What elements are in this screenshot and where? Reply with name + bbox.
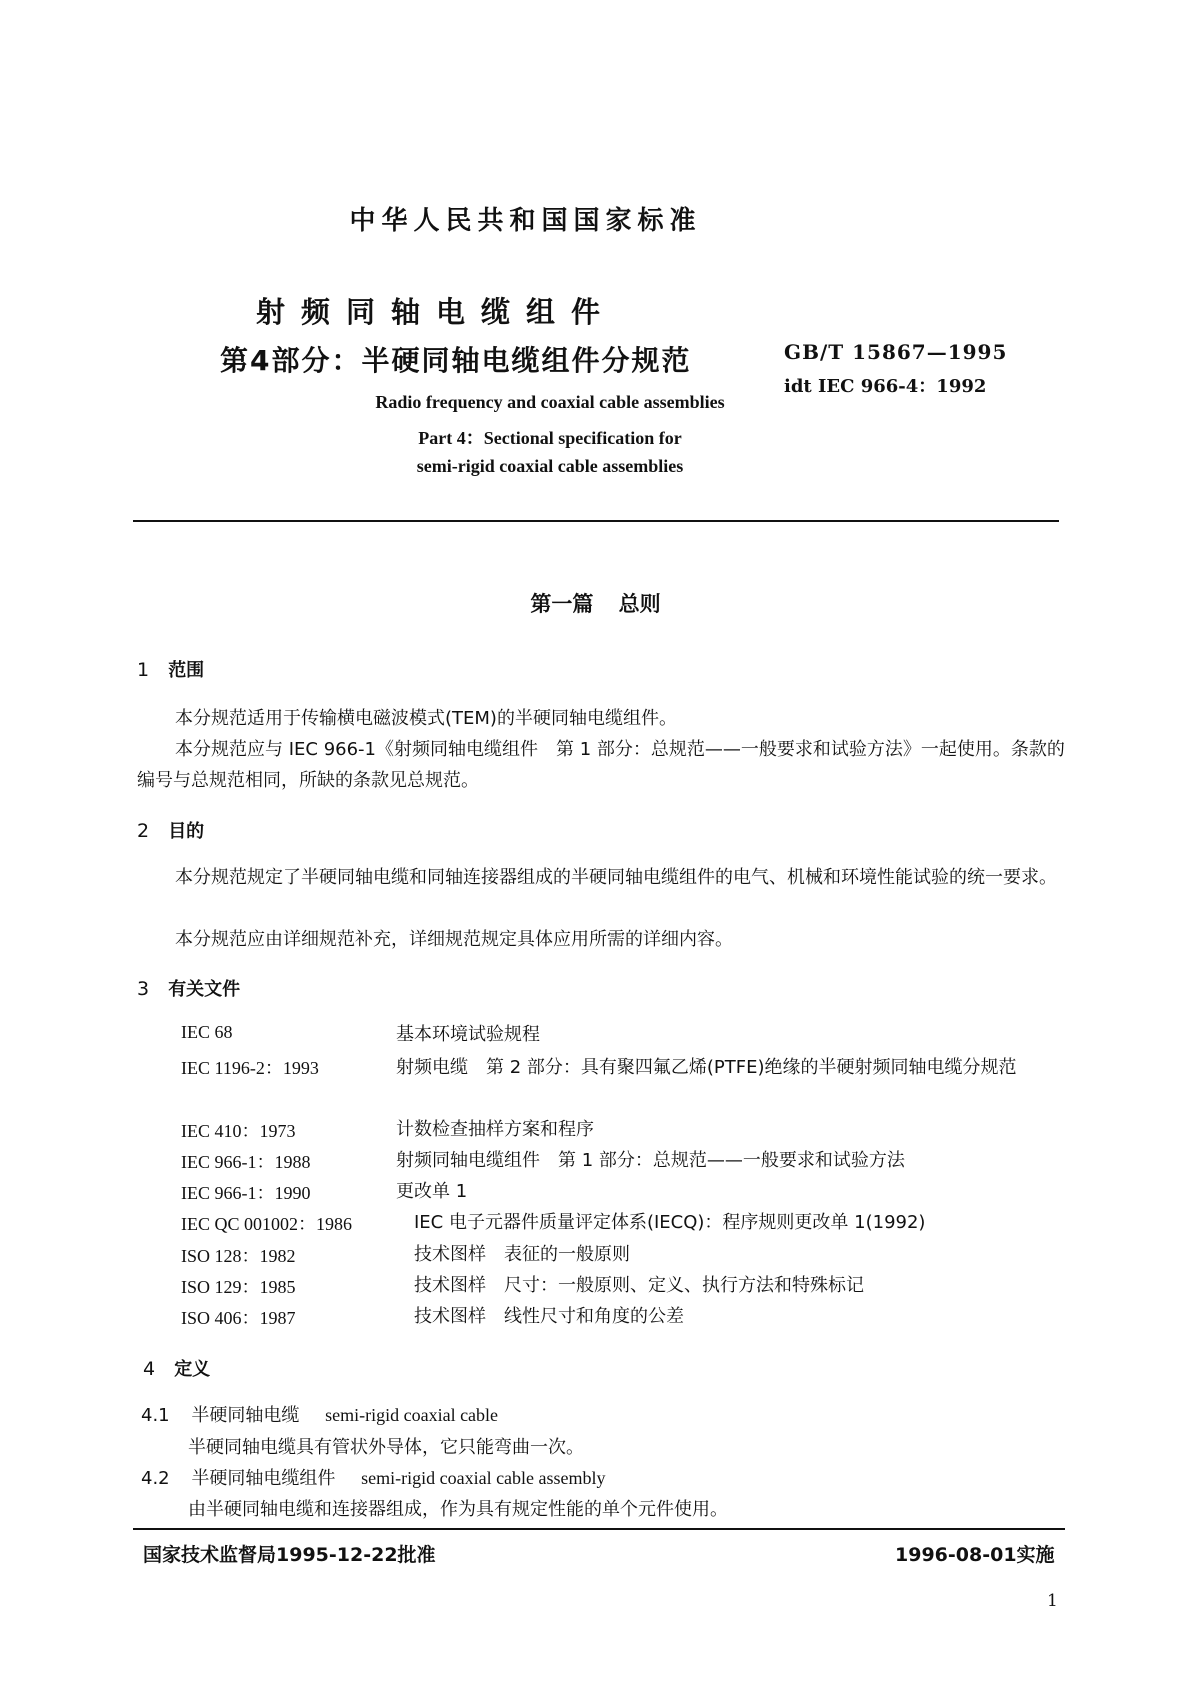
approval-line: 国家技术监督局1995-12-22批准 xyxy=(143,1544,436,1566)
reference-title: 技术图样 线性尺寸和角度的公差 xyxy=(414,1306,684,1327)
section-number: 4 xyxy=(143,1358,156,1380)
reference-code: IEC 966-1：1990 xyxy=(181,1183,311,1203)
section-1-heading xyxy=(137,656,204,682)
idt-reference: idt IEC 966-4：1992 xyxy=(784,376,987,397)
effective-date: 1996-08-01实施 xyxy=(895,1544,1055,1566)
reference-title: 更改单 1 xyxy=(396,1181,468,1202)
section-2-paragraph-1: 本分规范规定了半硬同轴电缆和同轴连接器组成的半硬同轴电缆组件的电气、机械和环境性能试验的统一要求。 xyxy=(175,867,1057,888)
reference-code: IEC QC 001002：1986 xyxy=(181,1214,352,1234)
section-number: 1 xyxy=(137,659,150,681)
reference-code: IEC 1196-2：1993 xyxy=(181,1058,319,1078)
definition-number: 4.1 xyxy=(141,1405,170,1426)
section-4-heading xyxy=(143,1355,210,1381)
section-2-paragraph-2: 本分规范应由详细规范补充，详细规范规定具体应用所需的详细内容。 xyxy=(175,929,733,950)
reference-title: 射频电缆 第 2 部分：具有聚四氟乙烯(PTFE)绝缘的半硬射频同轴电缆分规范 xyxy=(396,1057,1017,1078)
reference-title: 技术图样 表征的一般原则 xyxy=(414,1244,630,1265)
section-title: 定义 xyxy=(174,1359,211,1380)
page-number: 1 xyxy=(1047,1591,1058,1611)
document-title-en-line3: semi-rigid coaxial cable assemblies xyxy=(416,456,684,476)
definition-term-en: semi-rigid coaxial cable xyxy=(325,1405,499,1425)
section-1-paragraph-1: 本分规范适用于传输横电磁波模式(TEM)的半硬同轴电缆组件。 xyxy=(175,708,677,729)
section-2-heading xyxy=(137,817,204,843)
definition-4-2-text: 由半硬同轴电缆和连接器组成，作为具有规定性能的单个元件使用。 xyxy=(188,1499,728,1520)
reference-code: IEC 966-1：1988 xyxy=(181,1152,311,1172)
section-3-heading xyxy=(137,975,240,1001)
reference-title: 射频同轴电缆组件 第 1 部分：总规范——一般要求和试验方法 xyxy=(396,1150,905,1171)
definition-term-cn: 半硬同轴电缆组件 xyxy=(191,1468,336,1489)
reference-code: IEC 68 xyxy=(181,1022,233,1042)
section-number: 3 xyxy=(137,978,150,1000)
document-title-en-line2: Part 4：Sectional specification for xyxy=(418,428,682,448)
section-title: 范围 xyxy=(168,660,205,681)
section-title: 目的 xyxy=(168,821,205,842)
part-heading: 第一篇 总则 xyxy=(530,592,661,616)
definition-term-cn: 半硬同轴电缆 xyxy=(191,1405,300,1426)
header-divider xyxy=(133,520,1059,522)
section-1-paragraph-2: 本分规范应与 IEC 966-1《射频同轴电缆组件 第 1 部分：总规范——一般要求和试验方法》一起使用。条款的编号与总规范相同，所缺的条款见总规范。 xyxy=(137,739,1065,791)
definition-4-1-text: 半硬同轴电缆具有管状外导体，它只能弯曲一次。 xyxy=(188,1437,584,1458)
document-title-cn-line1: 射频同轴电缆组件 xyxy=(256,295,617,329)
reference-code: ISO 406：1987 xyxy=(181,1308,296,1328)
section-number: 2 xyxy=(137,820,150,842)
reference-title: 计数检查抽样方案和程序 xyxy=(396,1119,594,1140)
document-title-en-line1: Radio frequency and coaxial cable assemblies xyxy=(375,392,725,412)
footer-divider xyxy=(133,1528,1065,1530)
definition-4-2-term xyxy=(141,1463,606,1494)
standard-number: GB/T 15867—1995 xyxy=(784,340,1008,364)
reference-code: ISO 128：1982 xyxy=(181,1246,296,1266)
section-title: 有关文件 xyxy=(168,979,241,1000)
national-standard-heading: 中华人民共和国国家标准 xyxy=(349,206,702,236)
definition-number: 4.2 xyxy=(141,1468,170,1489)
reference-title: 技术图样 尺寸：一般原则、定义、执行方法和特殊标记 xyxy=(414,1275,864,1296)
reference-title: 基本环境试验规程 xyxy=(396,1024,540,1045)
document-title-cn-line2: 第4部分：半硬同轴电缆组件分规范 xyxy=(220,344,692,377)
definition-term-en: semi-rigid coaxial cable assembly xyxy=(361,1468,606,1488)
definition-4-1-term xyxy=(141,1400,498,1431)
reference-code: ISO 129：1985 xyxy=(181,1277,296,1297)
reference-code: IEC 410：1973 xyxy=(181,1121,296,1141)
reference-title: IEC 电子元器件质量评定体系(IECQ)：程序规则更改单 1(1992) xyxy=(414,1212,926,1233)
